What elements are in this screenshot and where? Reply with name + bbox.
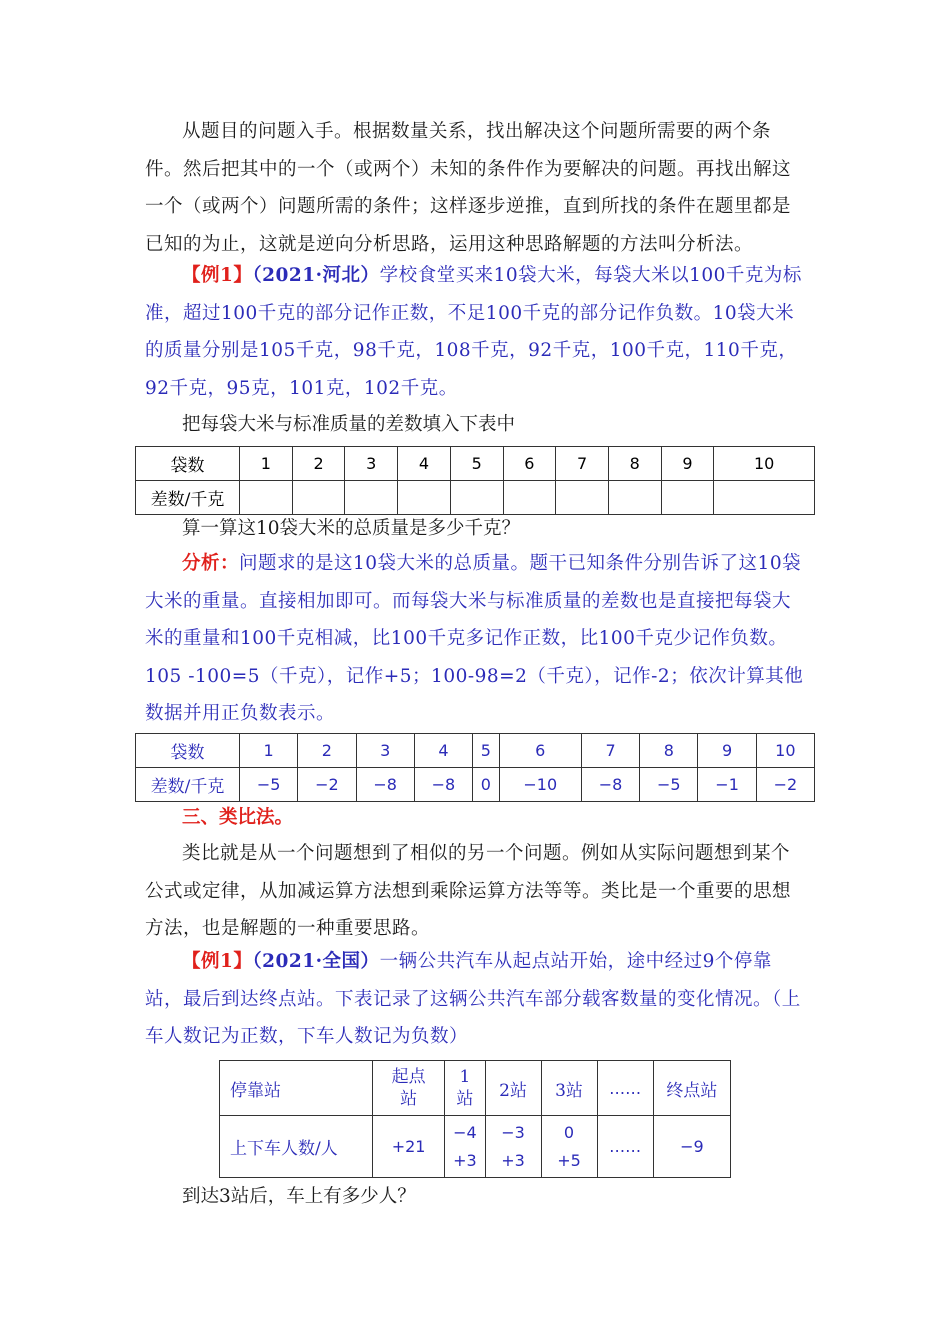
table-cell: 8 (608, 447, 661, 481)
table-cell: 10 (714, 447, 815, 481)
table-cell: 5 (473, 734, 500, 768)
table-cell: 7 (581, 734, 639, 768)
table-cell: −1 (698, 768, 756, 802)
intro-paragraph: 从题目的问题入手。根据数量关系，找出解决这个问题所需要的两个条件。然后把其中的一个（或两个）未知的条件作为要解决的问题。再找出解这一个（或两个）问题所需的条件；这样逐步逆推，直到所找的条件在题里都是已知的为止，这就是逆向分析思路，运用这种思路解题的方法叫分析法。 (145, 121, 792, 255)
table-blank-cell (556, 481, 609, 515)
example1-paragraph (145, 257, 805, 407)
analysis-paragraph (145, 545, 805, 733)
table-cell (485, 1116, 541, 1178)
table-cell: 3 (356, 734, 414, 768)
station-1: 1站 (456, 1067, 474, 1109)
table-cell: 9 (661, 447, 714, 481)
table-header-cell: 袋数 (136, 447, 240, 481)
table-cell: −2 (298, 768, 356, 802)
table-cell: 8 (640, 734, 698, 768)
table-cell (541, 1116, 597, 1178)
table-cell: −9 (653, 1116, 730, 1178)
table-cell: −2 (756, 768, 814, 802)
table-blank-cell (714, 481, 815, 515)
table-cell: 3 (345, 447, 398, 481)
cell-down: 0 (563, 1122, 575, 1142)
example1-source: （2021·河北） (252, 265, 380, 286)
answer-table (135, 733, 815, 802)
table-cell: +21 (373, 1116, 445, 1178)
example2-question: 到达3站后，车上有多少人？ (182, 1186, 416, 1207)
example1-table (135, 446, 815, 515)
table-cell: −10 (499, 768, 581, 802)
example1-question: 算一算这10袋大米的总质量是多少千克？ (182, 518, 521, 539)
table-cell: 6 (503, 447, 556, 481)
analysis-label: 分析： (182, 553, 240, 574)
table-header-cell: 差数/千克 (136, 481, 240, 515)
table-cell: −8 (581, 768, 639, 802)
table-cell: 1 (240, 447, 293, 481)
cell-down: −4 (453, 1122, 477, 1142)
table-blank-cell (608, 481, 661, 515)
table-cell: −5 (640, 768, 698, 802)
table-cell: −8 (356, 768, 414, 802)
table-cell: 4 (398, 447, 451, 481)
table-header-cell: 上下车人数/人 (220, 1116, 373, 1178)
example2-paragraph (145, 943, 805, 1056)
table-cell: 5 (450, 447, 503, 481)
table-cell: 1 (240, 734, 298, 768)
table-cell: 2 (292, 447, 345, 481)
table-cell: 终点站 (653, 1061, 730, 1116)
table-cell: 3站 (541, 1061, 597, 1116)
cell-down: −3 (501, 1122, 525, 1142)
cell-up: +3 (501, 1150, 525, 1170)
table-header-cell: 差数/千克 (136, 768, 240, 802)
example2-source: （2021·全国） (252, 951, 380, 972)
table-cell (445, 1061, 485, 1116)
analysis-text: 问题求的是这10袋大米的总质量。题干已知条件分别告诉了这10袋大米的重量。直接相加即可。而每袋大米与标准质量的差数也是直接把每袋大米的重量和100千克相减，比100千克多记作正数，比100千克少记作负数。105 -100=5（千克），记作+5；100-98=2（千克），记作-2；依次计算其他数据并用正负数表示。 (145, 553, 804, 724)
table-cell: 7 (556, 447, 609, 481)
table-cell: 10 (756, 734, 814, 768)
table-cell: 6 (499, 734, 581, 768)
table-cell: 0 (473, 768, 500, 802)
table-cell: 9 (698, 734, 756, 768)
table-header-cell: 袋数 (136, 734, 240, 768)
example2-tag: 【例1】 (182, 951, 253, 972)
table-cell: …… (597, 1116, 653, 1178)
table-cell: 2站 (485, 1061, 541, 1116)
example1-text: 学校食堂买来10袋大米，每袋大米以100千克为标准，超过100千克的部分记作正数，不足100千克的部分记作负数。10袋大米的质量分别是105千克，98千克，108千克，92千克，100千克，110千克，92千克，95克，101克，102千克。 (145, 265, 802, 399)
table-cell (373, 1061, 445, 1116)
section3-heading: 三、类比法。 (182, 807, 294, 828)
table-cell: 2 (298, 734, 356, 768)
example1-instruction: 把每袋大米与标准质量的差数填入下表中 (182, 414, 516, 435)
table-cell (445, 1116, 485, 1178)
cell-up: +3 (453, 1150, 477, 1170)
example2-text: 一辆公共汽车从起点站开始，途中经过9个停靠站，最后到达终点站。下表记录了这辆公共汽车部分载客数量的变化情况。（上车人数记为正数，下车人数记为负数） (145, 951, 801, 1047)
example1-tag: 【例1】 (182, 265, 253, 286)
station-start: 起点站 (391, 1067, 426, 1109)
table-cell: −5 (240, 768, 298, 802)
section3-paragraph: 类比就是从一个问题想到了相似的另一个问题。例如从实际问题想到某个公式或定律，从加减运算方法想到乘除运算方法等等。类比是一个重要的思想方法，也是解题的一种重要思路。 (145, 843, 792, 939)
table-cell: …… (597, 1061, 653, 1116)
cell-up: +5 (557, 1150, 581, 1170)
table-header-cell: 停靠站 (220, 1061, 373, 1116)
table-cell: 4 (414, 734, 472, 768)
table-blank-cell (661, 481, 714, 515)
table-cell: −8 (414, 768, 472, 802)
example2-table (219, 1060, 731, 1178)
